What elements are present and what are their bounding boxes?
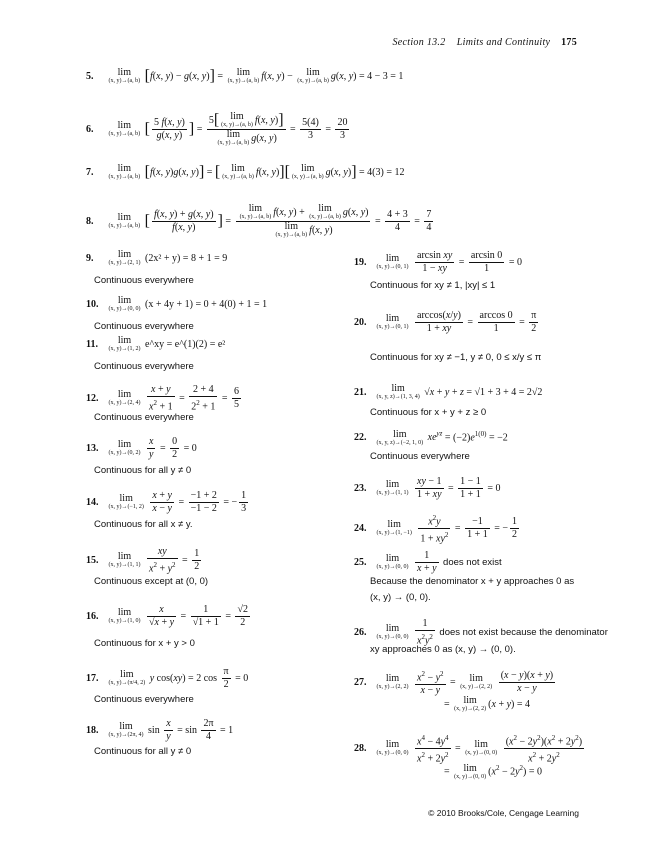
- continuity-note-21: Continuous for x + y + z ≥ 0: [370, 407, 487, 418]
- problem-24: 24. lim (x, y)→(1, −1) $\frac{x^2y}{1 + xy^2}$ = $\frac{-1}{1 + 1}$ = − $\frac{1}{2}$: [354, 514, 517, 545]
- problem-19: 19. lim (x, y)→(0, 1) $\frac{\text{arcsin xy}}{1 - xy}$ = $\frac{\arcsin 0}{1}$ = 0: [354, 250, 522, 274]
- problem-27-line2: = lim (x, y)→(2, 2) (x + y) = 4: [444, 695, 531, 712]
- problem-14: 14. lim (x, y)→(−1, 2) $\frac{x + y}{x - y}$ = $\frac{-1 + 2}{-1 - 2}$ = − $\frac{1}{3}$: [86, 490, 247, 514]
- continuity-note-13: Continuous for all y ≠ 0: [94, 465, 192, 476]
- copyright-footer: © 2010 Brooks/Cole, Cengage Learning: [428, 808, 579, 818]
- continuity-note-25b: (x, y) → (0, 0).: [370, 592, 431, 603]
- problem-13: 13. lim (x, y)→(0, 2) $\frac{x}{y}$ = $\frac{0}{2}$ = 0: [86, 436, 197, 460]
- continuity-note-12: Continuous everywhere: [94, 412, 194, 423]
- continuity-note-9: Continuous everywhere: [94, 275, 194, 286]
- continuity-note-20: Continuous for xy ≠ −1, y ≠ 0, 0 ≤ x/y ≤ π: [370, 352, 542, 363]
- continuity-note-11: Continuous everywhere: [94, 361, 194, 372]
- problem-25: 25. lim (x, y)→(0, 0) $\frac{1}{x + y}$ does not exist: [354, 550, 502, 574]
- problem-8: 8. lim (x, y)→(a, b) [ $\frac{f(x, y) + g(x, y)}{f(x, y)}$ ] = lim (x, y)→(a, b) f(x, y) + lim (x, y)→(a, b) g(x, y) lim (x, y)→(a, b) f(x, y) = $\frac{4 + 3}{4}$ = $\frac{7}{4}$: [86, 203, 432, 238]
- problem-7: 7. lim (x, y)→(a, b) [f(x, y)g(x, y)] = [ lim (x, y)→(a, b) f(x, y)][ lim (x, y)→(a, b) g(x, y)] = 4(3) = 12: [86, 163, 405, 181]
- problem-23: 23. lim (x, y)→(1, 1) $\frac{xy - 1}{1 + xy}$ = $\frac{1 - 1}{1 + 1}$ = 0: [354, 476, 501, 500]
- page-header: [393, 37, 578, 48]
- continuity-note-19: Continuous for xy ≠ 1, |xy| ≤ 1: [370, 280, 496, 291]
- problem-6: 6. lim (x, y)→(a, b) [ $\frac{5 f(x, y)}{g(x, y)}$ ] = 5[ lim (x, y)→(a, b) f(x, y)] lim (x, y)→(a, b) g(x, y) = $\frac{5(4)}{3}$ = $\frac{20}{3}$: [86, 111, 348, 146]
- problem-20: 20. lim (x, y)→(0, 1) $\frac{\arccos(x/y)}{1 + xy}$ = $\frac{\arccos 0}{1}$ = $\frac{\pi}{2}$: [354, 310, 537, 334]
- problem-12: 12. lim (x, y)→(2, 4) $\frac{x + y}{x^2 + 1}$ = $\frac{2 + 4}{2^2 + 1}$ = $\frac{6}{5}$: [86, 384, 240, 413]
- problem-11: 11. lim (x, y)→(1, 2) e^xy = e^(1)(2) = e²: [86, 335, 226, 352]
- continuity-note-26: xy approaches 0 as (x, y) → (0, 0).: [370, 644, 516, 655]
- continuity-note-14: Continuous for all x ≠ y.: [94, 519, 193, 530]
- continuity-note-10: Continuous everywhere: [94, 321, 194, 332]
- problem-9: 9. lim (x, y)→(2, 1) (2x² + y) = 8 + 1 = 9: [86, 249, 228, 266]
- problem-21: 21. lim (x, y, z)→(1, 3, 4) √x + y + z = √1 + 3 + 4 = 2√2: [354, 383, 543, 400]
- section-label: Section 13.2: [392, 37, 446, 48]
- section-title: Limits and Continuity: [456, 37, 551, 48]
- problem-16: 16. lim (x, y)→(1, 0) $\frac{x}{√x + y}$ = $\frac{1}{√1 + 1}$ = $\frac{√2}{2}$: [86, 604, 248, 628]
- problem-5: 5. lim (x, y)→(a, b) [f(x, y) − g(x, y)] = lim (x, y)→(a, b) f(x, y) − lim (x, y)→(a, b) g(x, y) = 4 − 3 = 1: [86, 67, 404, 85]
- continuity-note-15: Continuous except at (0, 0): [94, 576, 209, 587]
- problem-26: 26. lim (x, y)→(0, 0) $\frac{1}{x^2y^2}$ does not exist because the denominator: [354, 618, 608, 647]
- problem-27: 27. lim (x, y)→(2, 2) $\frac{x^2 - y^2}{x - y}$ = lim (x, y)→(2, 2) $\frac{(x - y)(x + y)}{x - y}$: [354, 670, 554, 697]
- problem-10: 10. lim (x, y)→(0, 0) (x + 4y + 1) = 0 + 4(0) + 1 = 1: [86, 295, 268, 312]
- continuity-note-17: Continuous everywhere: [94, 694, 194, 705]
- problem-28: 28. lim (x, y)→(0, 0) $\frac{x^4 - 4y^4}{x^2 + 2y^2}$ = lim (x, y)→(0, 0) $\frac{(x^2 - 2y^2)(x^2 + 2y^2)}{x^2 + 2y^2}$: [354, 734, 583, 765]
- continuity-note-25: Because the denominator x + y approaches 0 as: [370, 576, 575, 587]
- problem-22: 22. lim (x, y, z)→(−2, 1, 0) $xe^{yz} = (-2)e^{1(0)} = -2$: [354, 428, 508, 446]
- problem-28-line2: = lim (x, y)→(0, 0) $(x^2 - 2y^2) = 0$: [444, 762, 543, 780]
- problem-17: 17. lim (x, y)→(π/4, 2) y cos(xy) = 2 cos $\frac{\pi}{2}$ = 0: [86, 666, 249, 690]
- continuity-note-22: Continuous everywhere: [370, 451, 470, 462]
- continuity-note-18: Continuous for all y ≠ 0: [94, 746, 192, 757]
- continuity-note-16: Continuous for x + y > 0: [94, 638, 195, 649]
- page-number: 175: [561, 37, 577, 48]
- problem-18: 18. lim (x, y)→(2π, 4) sin $\frac{x}{y}$ = sin $\frac{2\pi}{4}$ = 1: [86, 718, 234, 742]
- problem-15: 15. lim (x, y)→(1, 1) $\frac{xy}{x^2 + y^2}$ = $\frac{1}{2}$: [86, 546, 200, 575]
